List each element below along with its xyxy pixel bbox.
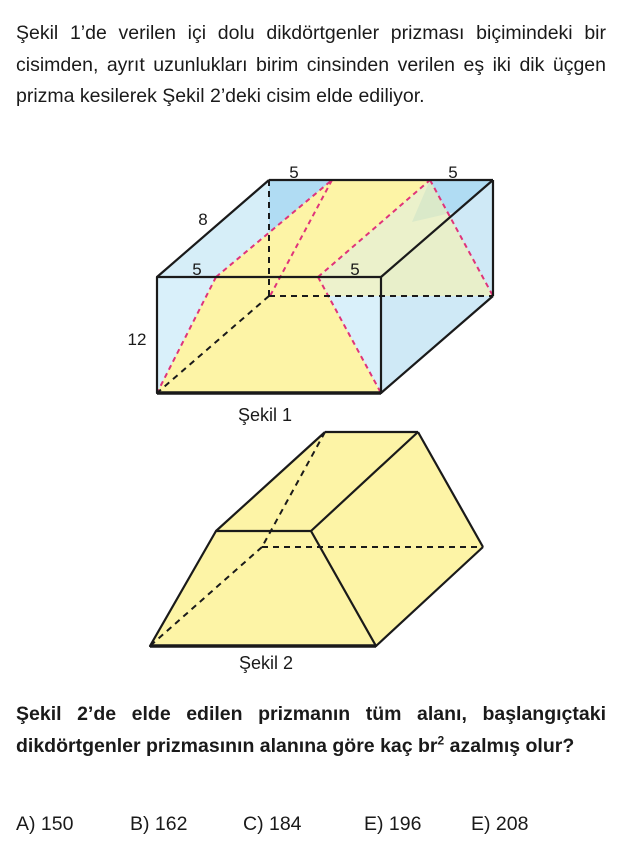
choice-e[interactable]: E) 208 [471,813,529,835]
question-main: Şekil 2’de elde edilen prizmanın tüm alanı, başlangıçtaki dikdörtgenler prizmasının alanına göre kaç br [16,703,606,757]
question-text [16,699,606,762]
choice-d[interactable]: E) 196 [364,813,422,835]
question-end: azalmış olur? [444,734,575,757]
figure-2-caption: Şekil 2 [238,653,294,673]
label-depth: 8 [198,210,208,229]
question-superscript: 2 [437,733,445,747]
label-top-right: 5 [448,163,458,182]
problem-statement: Şekil 1’de verilen içi dolu dikdörtgenler prizması biçimindeki bir cisimden, ayrıt uzunlukları birim cinsinden verilen eş iki dik üçgen prizma kesilerek Şekil 2’deki cisim elde ediliyor. [16,22,606,107]
figure-1-caption: Şekil 1 [237,405,293,425]
choice-a[interactable]: A) 150 [16,813,74,835]
choice-b[interactable]: B) 162 [130,813,188,835]
label-front-left: 5 [192,260,202,279]
label-height: 12 [127,330,147,349]
label-top-left: 5 [289,163,299,182]
choice-c[interactable]: C) 184 [243,813,302,835]
label-front-right: 5 [350,260,360,279]
